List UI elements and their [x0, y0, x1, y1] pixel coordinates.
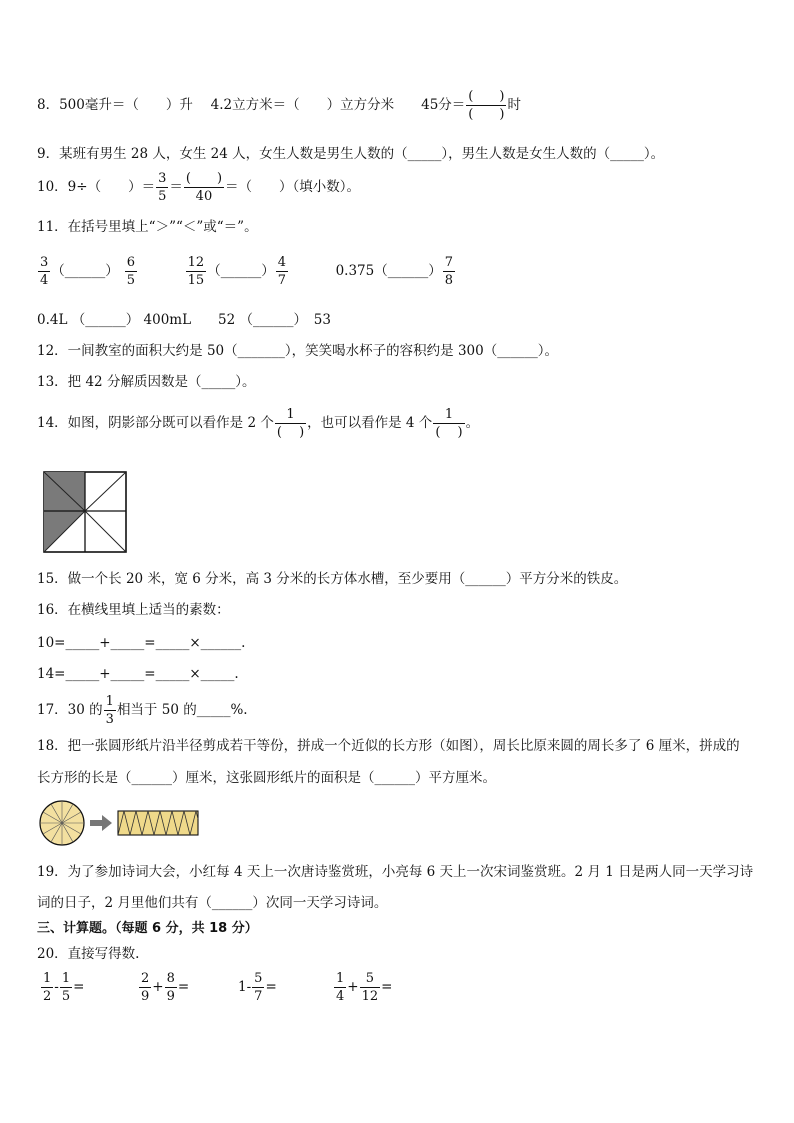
q14-fraction-1: $\frac{1}{( )}$ [276, 407, 305, 440]
right-arrow-icon [90, 815, 112, 831]
question-19-line-2: 词的日子，2 月里他们共有（______）次同一天学习诗词。 [37, 895, 388, 911]
q8-suffix: 时 [507, 97, 521, 113]
q20-expression-2: $\frac{2}{9}$ + $\frac{8}{9}$ = [141, 971, 190, 1004]
q14-fraction-2: $\frac{1}{( )}$ [435, 407, 463, 440]
q11-c2-right: $\frac{4}{7}$ [277, 255, 286, 288]
circle-sectors-icon [40, 801, 84, 845]
question-16: 16．在横线里填上适当的素数： [37, 602, 230, 618]
q8-text: 8．500毫升＝（ ）升 4.2立方米＝（ ）立方分米 45分＝ [37, 97, 466, 113]
question-13: 13．把 42 分解质因数是（_____）。 [37, 374, 256, 390]
q11-row-1: $\frac{3}{4}$ （______） $\frac{6}{5}$ $\frac{12}{15}$ （______） $\frac{4}{7}$ 0.375（______） $\frac{7}{8}$ [40, 255, 454, 288]
question-14: 14．如图，阴影部分既可以看作是 2 个 $\frac{1}{( )}$ ，也可以看作是 4 个 $\frac{1}{( )}$ 。 [37, 407, 480, 440]
q16-row-2: 14=_____+_____=_____×_____. [37, 666, 239, 682]
q8-fraction: $\frac{( )}{( )}$ [468, 89, 505, 122]
question-8 [37, 90, 521, 121]
question-20: 20．直接写得数. [37, 946, 140, 962]
square-shaded-diagram-icon [42, 470, 128, 554]
question-18-line-1: 18．把一张圆形纸片沿半径剪成若干等份，拼成一个近似的长方形（如图），周长比原来圆的周长多了 6 厘米，拼成的 [37, 738, 740, 754]
q20-expression-3: 1- $\frac{5}{7}$ = [238, 971, 277, 1004]
q11-c1-right: $\frac{6}{5}$ [126, 255, 136, 288]
q17-fraction: $\frac{1}{3}$ [105, 694, 114, 727]
zigzag-rectangle-icon [118, 811, 198, 835]
q10-fraction-1: $\frac{3}{5}$ [158, 171, 167, 204]
question-17: 17．30 的 $\frac{1}{3}$ 相当于 50 的_____%. [37, 694, 248, 727]
q11-c2-left: $\frac{12}{15}$ [187, 255, 205, 288]
q11-c3-left: 0.375 [335, 263, 375, 279]
q20-expression-4: $\frac{1}{4}$ + $\frac{5}{12}$ = [336, 971, 393, 1004]
section-3-title: 三、计算题。（每题 6 分，共 18 分） [37, 921, 258, 936]
q10-fraction-2: $\frac{( )}{40}$ [185, 171, 223, 204]
q11-row-2: 0.4L （______） 400mL 52 （______） 53 [37, 312, 331, 328]
question-15: 15．做一个长 20 米，宽 6 分米，高 3 分米的长方体水槽，至少要用（______）平方分米的铁皮。 [37, 571, 628, 587]
question-18-line-2: 长方形的长是（______）厘米，这张圆形纸片的面积是（______）平方厘米。 [37, 770, 496, 786]
question-11: 11．在括号里填上“＞”“＜”或“＝”。 [37, 219, 258, 235]
question-19-line-1: 19．为了参加诗词大会，小红每 4 天上一次唐诗鉴赏班，小亮每 6 天上一次宋词鉴赏班。2 月 1 日是两人同一天学习诗 [37, 864, 754, 880]
question-12: 12．一间教室的面积大约是 50（_______），笑笑喝水杯子的容积约是 300（______）。 [37, 343, 558, 359]
q11-c3-right: $\frac{7}{8}$ [444, 255, 454, 288]
question-10: 10．9÷（ ）＝ $\frac{3}{5}$ ＝ $\frac{( )}{40}$ ＝（ ）（填小数）。 [37, 171, 361, 204]
q16-row-1: 10=_____+_____=_____×______. [37, 635, 246, 651]
q11-c1-left: $\frac{3}{4}$ [40, 255, 49, 288]
q20-expression-1: $\frac{1}{2}$ - $\frac{1}{5}$ = [43, 971, 85, 1004]
question-9: 9．某班有男生 28 人，女生 24 人，女生人数是男生人数的（_____），男生人数是女生人数的（_____）。 [37, 146, 665, 162]
circle-to-rectangle-figure [38, 799, 203, 847]
